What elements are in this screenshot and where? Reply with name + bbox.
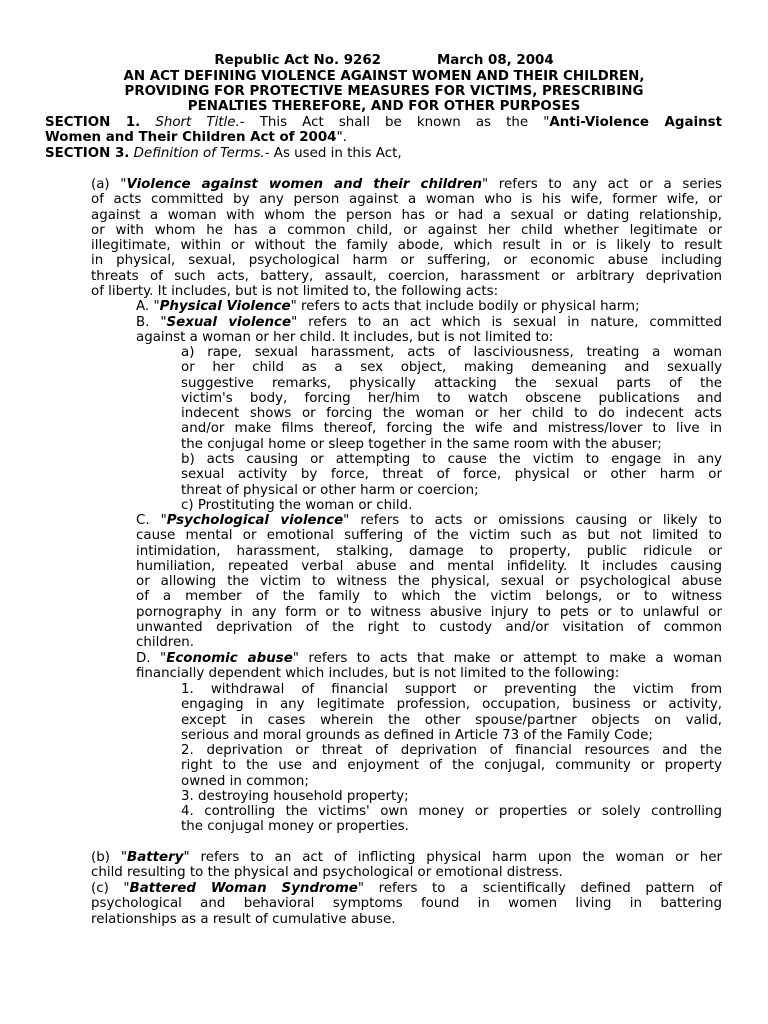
sexual-violence-item-a: a) rape, sexual harassment, acts of lasciviousness, treating a woman or her child as a sex object, making demeaning and sexually suggestive remarks, physically attacking the sexual parts of the victim's body, forcing her/him to watch obscene publications and indecent shows or forcing the woman or her child to do indecent acts and/or make films thereof, forcing the wife and mistress/lover to live in the conjugal home or sleep together in the same room with the abuser; (181, 345, 722, 452)
section-3-label: SECTION 3. (45, 146, 130, 161)
term-violence-against-women: Violence against women and their children (126, 177, 482, 192)
act-short-title-part-1: Anti-Violence Against (549, 115, 722, 130)
term-psychological-violence: Psychological violence (166, 513, 344, 528)
definition-physical-violence: A. "Physical Violence" refers to acts that include bodily or physical harm; (136, 299, 640, 314)
definition-economic-abuse: D. "Economic abuse" refers to acts that make or attempt to make a woman financially dependent which includes, but is not limited to the following: (136, 651, 722, 682)
section-1-heading: Short Title.- (155, 115, 245, 130)
section-3: SECTION 3. Definition of Terms.- As used in this Act, (45, 146, 402, 161)
act-number: Republic Act No. 9262 (214, 53, 381, 68)
term-physical-violence: Physical Violence (159, 299, 291, 314)
term-battered-woman-syndrome: Battered Woman Syndrome (129, 881, 358, 896)
definition-sexual-violence: B. "Sexual violence" refers to an act which is sexual in nature, committed against a woman or her child. It includes, but is not limited to: (136, 315, 722, 346)
definition-psychological-violence: C. "Psychological violence" refers to acts or omissions causing or likely to cause mental or emotional suffering of the victim such as but not limited to intimidation, harassment, stalking, damage to property, public ridicule or humiliation, repeated verbal abuse and mental infidelity. It includes causing or allowing the victim to witness the physical, sexual or psychological abuse of a member of the family to which the victim belongs, or to witness pornography in any form or to witness abusive injury to pets or to unlawful or unwanted deprivation of the right to custody and/or visitation of common children. (136, 513, 722, 651)
section-3-heading: Definition of Terms.- (133, 146, 270, 161)
section-1-label: SECTION 1. (45, 115, 141, 130)
term-sexual-violence: Sexual violence (166, 315, 292, 330)
economic-abuse-item-3: 3. destroying household property; (181, 789, 409, 804)
act-title-line-2: PROVIDING FOR PROTECTIVE MEASURES FOR VICTIMS, PRESCRIBING (124, 84, 644, 99)
economic-abuse-item-1: 1. withdrawal of financial support or preventing the victim from engaging in any legitimate profession, occupation, business or activity, except in cases wherein the other spouse/partner objects on valid, serious and moral grounds as defined in Article 73 of the Family Code; (181, 682, 722, 743)
definition-c-battered-woman-syndrome: (c) "Battered Woman Syndrome" refers to a scientifically defined pattern of psychological and behavioral symptoms found in women living in battering relationships as a result of cumulative abuse. (91, 881, 722, 927)
act-number-date-line (45, 53, 723, 68)
sexual-violence-item-b: b) acts causing or attempting to cause the victim to engage in any sexual activity by force, threat of force, physical or other harm or threat of physical or other harm or coercion; (181, 452, 722, 498)
term-battery: Battery (127, 850, 184, 865)
section-1: SECTION 1. Short Title.- This Act shall be known as the "Anti-Violence Against Women and Their Children Act of 2004". (45, 115, 722, 146)
term-economic-abuse: Economic abuse (166, 651, 293, 666)
act-title-line-1: AN ACT DEFINING VIOLENCE AGAINST WOMEN AND THEIR CHILDREN, (123, 69, 645, 84)
sexual-violence-item-c: c) Prostituting the woman or child. (181, 498, 413, 513)
act-date: March 08, 2004 (436, 53, 554, 68)
act-title-line-3: PENALTIES THEREFORE, AND FOR OTHER PURPOSES (187, 99, 581, 114)
definition-b-battery: (b) "Battery" refers to an act of inflicting physical harm upon the woman or her child resulting to the physical and psychological or emotional distress. (91, 850, 722, 881)
economic-abuse-item-4: 4. controlling the victims' own money or properties or solely controlling the conjugal money or properties. (181, 804, 722, 835)
definition-a: (a) "Violence against women and their children" refers to any act or a series of acts committed by any person against a woman who is his wife, former wife, or against a woman with whom the person has or had a sexual or dating relationship, or with whom he has a common child, or against her child whether legitimate or illegitimate, within or without the family abode, which result in or is likely to result in physical, sexual, psychological harm or suffering, or economic abuse including threats of such acts, battery, assault, coercion, harassment or arbitrary deprivation of liberty. It includes, but is not limited to, the following acts: (91, 177, 722, 300)
economic-abuse-item-2: 2. deprivation or threat of deprivation of financial resources and the right to the use and enjoyment of the conjugal, community or property owned in common; (181, 743, 722, 789)
act-short-title-part-2: Women and Their Children Act of 2004 (45, 130, 337, 146)
